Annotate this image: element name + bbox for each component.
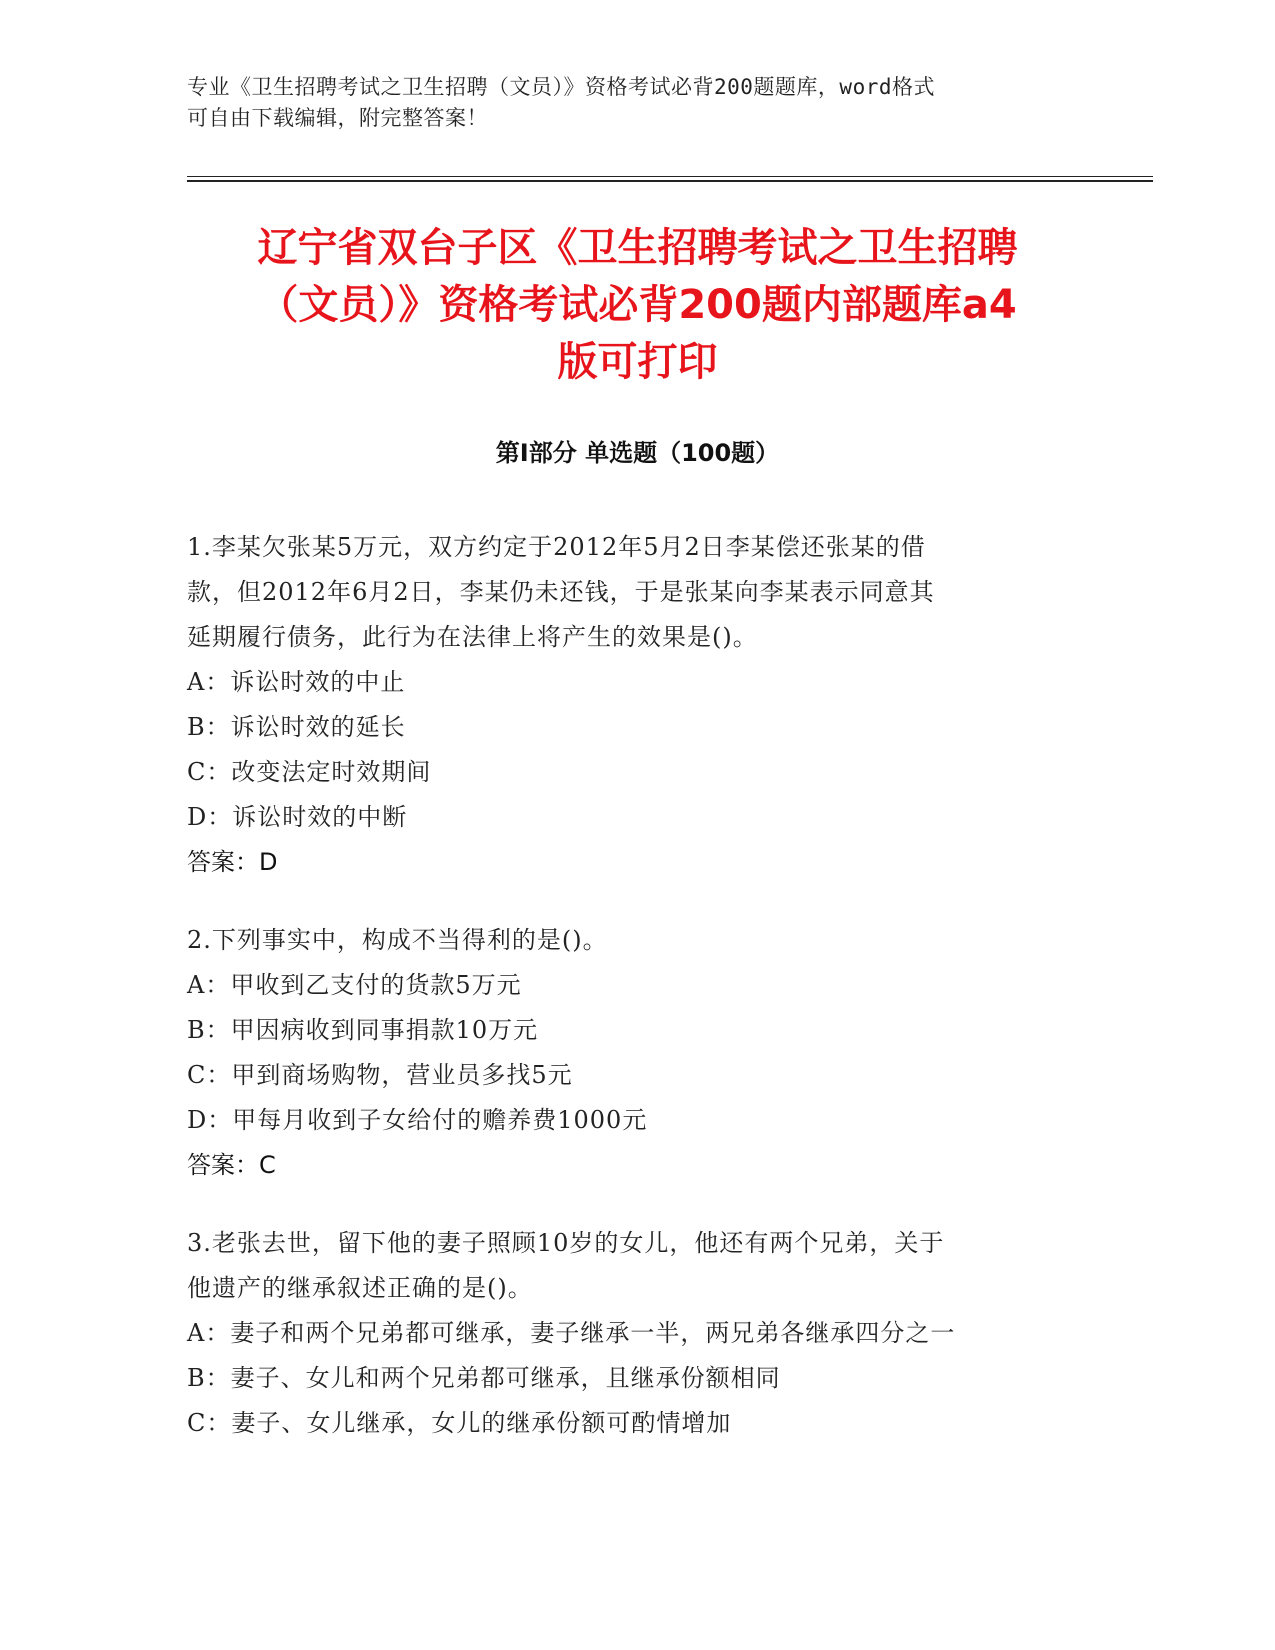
option-b: B：诉讼时效的延长 (187, 713, 406, 741)
option-a: A：妻子和两个兄弟都可继承，妻子继承一半，两兄弟各继承四分之一 (187, 1319, 956, 1347)
option-c: C：妻子、女儿继承，女儿的继承份额可酌情增加 (187, 1409, 732, 1437)
document-title (170, 220, 1105, 391)
header-divider-thick (187, 180, 1153, 182)
header-note (187, 72, 1067, 134)
question-stem-line: 延期履行债务，此行为在法律上将产生的效果是()。 (187, 623, 758, 651)
option-d: D：甲每月收到子女给付的赡养费1000元 (187, 1106, 648, 1134)
title-line: 辽宁省双台子区《卫生招聘考试之卫生招聘 (257, 225, 1018, 271)
question-stem-line: 3.老张去世，留下他的妻子照顾10岁的女儿，他还有两个兄弟，关于 (187, 1229, 945, 1257)
question-stem-line: 款，但2012年6月2日，李某仍未还钱，于是张某向李某表示同意其 (187, 578, 935, 606)
option-b: B：甲因病收到同事捐款10万元 (187, 1016, 539, 1044)
option-a: A：甲收到乙支付的货款5万元 (187, 971, 522, 999)
header-note-line: 专业《卫生招聘考试之卫生招聘（文员）》资格考试必背200题题库，word格式 (187, 75, 935, 99)
option-c: C：改变法定时效期间 (187, 758, 432, 786)
question-item (187, 918, 1077, 1188)
section-title: 第Ⅰ部分 单选题（100题） (495, 439, 780, 467)
option-c: C：甲到商场购物，营业员多找5元 (187, 1061, 573, 1089)
option-d: D：诉讼时效的中断 (187, 803, 408, 831)
question-item (187, 1221, 1077, 1446)
title-line: 版可打印 (557, 339, 718, 385)
answer-label: 答案：C (187, 1151, 276, 1179)
question-stem-line: 1.李某欠张某5万元，双方约定于2012年5月2日李某偿还张某的借 (187, 533, 926, 561)
title-line: （文员）》资格考试必背200题内部题库a4 (258, 282, 1017, 328)
header-note-line: 可自由下载编辑，附完整答案！ (187, 106, 488, 130)
answer-label: 答案：D (187, 848, 278, 876)
option-b: B：妻子、女儿和两个兄弟都可继承，且继承份额相同 (187, 1364, 781, 1392)
question-item (187, 525, 1077, 885)
question-stem-line: 他遗产的继承叙述正确的是()。 (187, 1274, 533, 1302)
question-stem-line: 2.下列事实中，构成不当得利的是()。 (187, 926, 608, 954)
header-divider (187, 176, 1153, 177)
question-list (187, 525, 1077, 1479)
option-a: A：诉讼时效的中止 (187, 668, 406, 696)
